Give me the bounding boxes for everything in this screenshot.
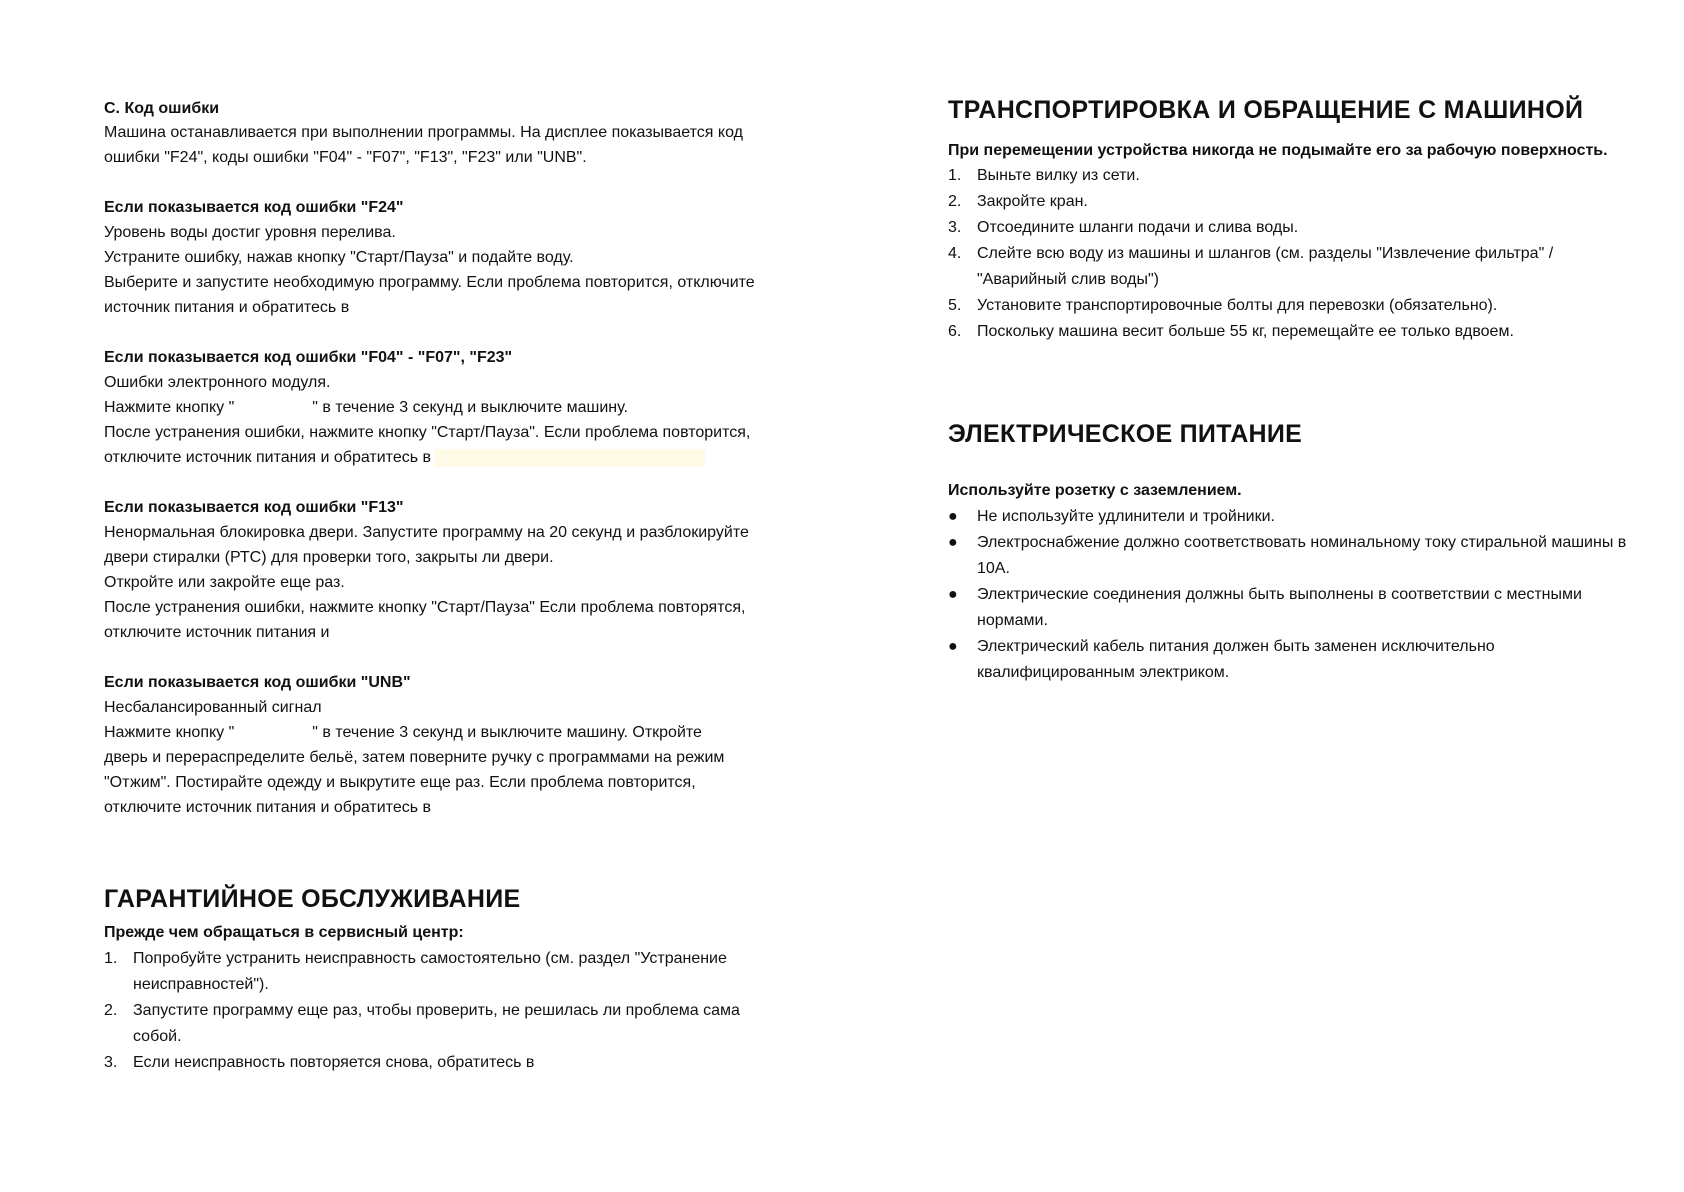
- transport-title: ТРАНСПОРТИРОВКА И ОБРАЩЕНИЕ С МАШИНОЙ: [948, 96, 1584, 124]
- warranty-item-3-number: 3.: [104, 1054, 118, 1071]
- transport-item-2-number: 2.: [948, 193, 962, 210]
- bullet-icon: ●: [948, 586, 958, 603]
- bullet-icon: ●: [948, 534, 958, 551]
- transport-item-3-number: 3.: [948, 219, 962, 236]
- transport-item-2-text: Закройте кран.: [977, 193, 1088, 210]
- power-item-1-text: Не используйте удлинители и тройники.: [977, 508, 1275, 525]
- f24-line-3: Выберите и запустите необходимую программу. Если проблема повторится, отключите: [104, 274, 755, 291]
- transport-item-1-number: 1.: [948, 167, 962, 184]
- unb-line-2b: " в течение 3 секунд и выключите машину. Откройте: [312, 724, 702, 741]
- power-item-2-line-2: 10А.: [977, 560, 1010, 577]
- f24-heading: Если показывается код ошибки "F24": [104, 199, 404, 216]
- transport-item-4-line-2: "Аварийный слив воды"): [977, 271, 1159, 288]
- transport-item-6-text: Поскольку машина весит больше 55 кг, перемещайте ее только вдвоем.: [977, 323, 1514, 340]
- transport-item-3-text: Отсоедините шланги подачи и слива воды.: [977, 219, 1299, 236]
- transport-item-4-line-1: Слейте всю воду из машины и шлангов (см. разделы "Извлечение фильтра" /: [977, 245, 1554, 262]
- error-code-heading: С. Код ошибки: [104, 100, 220, 117]
- transport-item-4-number: 4.: [948, 245, 962, 262]
- f04-heading: Если показывается код ошибки "F04" - "F07", "F23": [104, 349, 513, 366]
- transport-item-5-text: Установите транспортировочные болты для перевозки (обязательно).: [977, 297, 1498, 314]
- f04-line-4: [104, 445, 705, 470]
- f13-line-3: Откройте или закройте еще раз.: [104, 574, 345, 591]
- f13-line-4: После устранения ошибки, нажмите кнопку "Старт/Пауза" Если проблема повторятся,: [104, 599, 746, 616]
- warranty-subtitle: Прежде чем обращаться в сервисный центр:: [104, 924, 464, 941]
- highlight-blank: [435, 449, 705, 467]
- f13-line-2: двери стиралки (РТС) для проверки того, закрыты ли двери.: [104, 549, 554, 566]
- power-item-3-line-1: Электрические соединения должны быть выполнены в соответствии с местными: [977, 586, 1582, 603]
- unb-line-5: отключите источник питания и обратитесь в: [104, 799, 432, 816]
- warranty-item-3-line-1: Если неисправность повторяется снова, обратитесь в: [133, 1054, 535, 1071]
- f04-line-2: [104, 395, 628, 420]
- warranty-item-1-line-2: неисправностей").: [133, 976, 269, 993]
- transport-subtitle: При перемещении устройства никогда не подымайте его за рабочую поверхность.: [948, 142, 1608, 159]
- error-code-intro-line-1: Машина останавливается при выполнении программы. На дисплее показывается код: [104, 124, 743, 141]
- warranty-item-2-line-1: Запустите программу еще раз, чтобы проверить, не решилась ли проблема сама: [133, 1002, 740, 1019]
- bullet-icon: ●: [948, 638, 958, 655]
- transport-item-5-number: 5.: [948, 297, 962, 314]
- f13-line-1: Ненормальная блокировка двери. Запустите программу на 20 секунд и разблокируйте: [104, 524, 749, 541]
- f13-line-5: отключите источник питания и: [104, 624, 330, 641]
- f24-line-2: Устраните ошибку, нажав кнопку "Старт/Пауза" и подайте воду.: [104, 249, 574, 266]
- power-item-2-line-1: Электроснабжение должно соответствовать номинальному току стиральной машины в: [977, 534, 1627, 551]
- warranty-item-1-line-1: Попробуйте устранить неисправность самостоятельно (см. раздел "Устранение: [133, 950, 727, 967]
- unb-line-2a: Нажмите кнопку ": [104, 724, 235, 741]
- f04-line-1: Ошибки электронного модуля.: [104, 374, 331, 391]
- power-subtitle: Используйте розетку с заземлением.: [948, 482, 1242, 499]
- warranty-item-2-number: 2.: [104, 1002, 118, 1019]
- transport-item-1-text: Выньте вилку из сети.: [977, 167, 1140, 184]
- unb-line-4: "Отжим". Постирайте одежду и выкрутите еще раз. Если проблема повторится,: [104, 774, 696, 791]
- power-item-4-line-1: Электрический кабель питания должен быть заменен исключительно: [977, 638, 1495, 655]
- f24-line-1: Уровень воды достиг уровня перелива.: [104, 224, 396, 241]
- f24-line-4: источник питания и обратитесь в: [104, 299, 350, 316]
- unb-line-1: Несбалансированный сигнал: [104, 699, 322, 716]
- f13-heading: Если показывается код ошибки "F13": [104, 499, 404, 516]
- f04-line-2a: Нажмите кнопку ": [104, 399, 235, 416]
- unb-line-2: [104, 720, 702, 745]
- power-item-3-line-2: нормами.: [977, 612, 1048, 629]
- warranty-title: ГАРАНТИЙНОЕ ОБСЛУЖИВАНИЕ: [104, 885, 521, 913]
- power-title: ЭЛЕКТРИЧЕСКОЕ ПИТАНИЕ: [948, 420, 1303, 448]
- error-code-intro-line-2: ошибки "F24", коды ошибки "F04" - "F07", "F13", "F23" или "UNB".: [104, 149, 587, 166]
- warranty-item-1-number: 1.: [104, 950, 118, 967]
- power-item-4-line-2: квалифицированным электриком.: [977, 664, 1230, 681]
- f04-line-4-text: отключите источник питания и обратитесь в: [104, 449, 432, 466]
- unb-line-3: дверь и перераспределите бельё, затем поверните ручку с программами на режим: [104, 749, 725, 766]
- unb-heading: Если показывается код ошибки "UNB": [104, 674, 411, 691]
- f04-line-3: После устранения ошибки, нажмите кнопку "Старт/Пауза". Если проблема повторится,: [104, 424, 751, 441]
- warranty-item-2-line-2: собой.: [133, 1028, 182, 1045]
- transport-item-6-number: 6.: [948, 323, 962, 340]
- f04-line-2b: " в течение 3 секунд и выключите машину.: [312, 399, 628, 416]
- bullet-icon: ●: [948, 508, 958, 525]
